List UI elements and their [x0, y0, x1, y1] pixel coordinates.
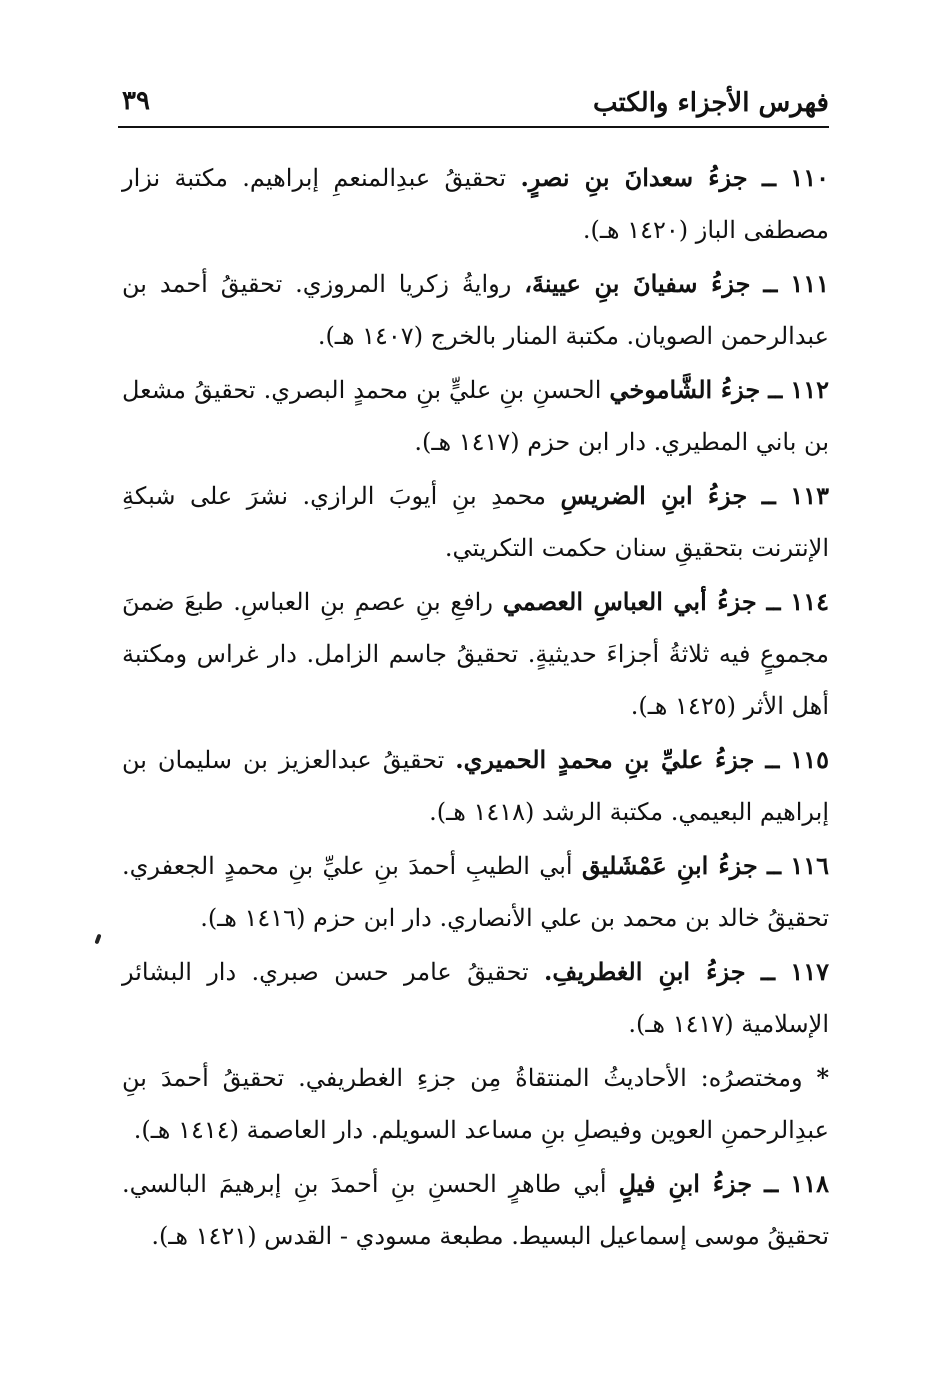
entry-details: روايةُ زكريا المروزي. تحقيقُ أحمد بن عبدالرحمن الصويان. مكتبة المنار بالخرج (١٤٠٧ هـ). — [122, 270, 829, 350]
list-item — [122, 1158, 829, 1262]
entry-details: تحقيقُ عامر حسن صبري. دار البشائر الإسلامية (١٤١٧ هـ). — [122, 958, 829, 1038]
entry-title: جزءُ عليِّ بنِ محمدٍ الحميري. — [455, 745, 755, 774]
page-header — [118, 78, 829, 128]
entry-number: ١١٦ — [790, 851, 829, 880]
entry-dash: ــ — [764, 1169, 779, 1198]
entries-list — [122, 152, 829, 1264]
entry-dash: ــ — [760, 957, 775, 986]
entry-dash: ــ — [768, 375, 783, 404]
entry-number: ١١٨ — [790, 1169, 829, 1198]
entry-details: رافعِ بنِ عصمِ بنِ العباسِ. طبعَ ضمنَ مجموعٍ فيه ثلاثةُ أجزاءَ حديثيةٍ. تحقيقُ جاسم الزامل. دار غراس ومكتبة أهل الأثر (١٤٢٥ هـ). — [122, 588, 829, 720]
entry-number: ١١٤ — [790, 587, 829, 616]
entry-title: جزءُ الشَّاموخي — [609, 375, 761, 404]
list-item — [122, 840, 829, 944]
entry-details: محمدِ بنِ أيوبَ الرازي. نشرَ على شبكةِ الإنترنت بتحقيقِ سنان حكمت التكريتي. — [122, 482, 829, 562]
list-item — [122, 576, 829, 732]
entry-dash: ــ — [766, 587, 781, 616]
entry-title: جزءُ أبي العباسِ العصمي — [502, 587, 757, 616]
entry-dash: ــ — [761, 163, 776, 192]
running-title: فهرس الأجزاء والكتب — [593, 88, 829, 118]
entry-dash: ــ — [761, 481, 776, 510]
list-item — [122, 946, 829, 1050]
entry-title: جزءُ سعدانَ بنِ نصرٍ. — [520, 163, 748, 192]
note-text: ومختصرُه: الأحاديثُ المنتقاةُ مِن جزءِ الغطريفي. تحقيقُ أحمدَ بنِ عبدِالرحمنِ العوين وفيصلِ بنِ مساعد السويلم. دار العاصمة (١٤١٤ هـ). — [122, 1064, 829, 1144]
note-entry — [122, 1052, 829, 1156]
entry-dash: ــ — [763, 269, 778, 298]
entry-number: ١١٢ — [790, 375, 829, 404]
entry-number: ١١٧ — [790, 957, 829, 986]
entry-details: أبي طاهرٍ الحسنِ بنِ أحمدَ بنِ إبرهيمَ البالسي. تحقيقُ موسى إسماعيل البسيط. مطبعة مسودي - القدس (١٤٢١ هـ). — [122, 1170, 829, 1250]
entry-title: جزءُ ابنِ الضريسِ — [560, 481, 748, 510]
entry-dash: ــ — [766, 851, 782, 880]
entry-title: جزءُ سفيانَ بنِ عيينةَ، — [524, 269, 751, 298]
entry-details: الحسنِ بنِ عليٍّ بنِ محمدٍ البصري. تحقيقُ مشعل بن باني المطيري. دار ابن حزم (١٤١٧ هـ). — [122, 376, 829, 456]
stray-ink-mark — [94, 934, 101, 945]
entry-title: جزءُ ابنِ الغطريفِ. — [544, 957, 746, 986]
entry-details: أبي الطيبِ أحمدَ بنِ عليِّ بنِ محمدٍ الجعفري. تحقيقُ خالد بن محمد بن علي الأنصاري. دار ابن حزم (١٤١٦ هـ). — [122, 852, 829, 932]
page-number: ٣٩ — [122, 86, 150, 116]
list-item — [122, 364, 829, 468]
list-item — [122, 258, 829, 362]
entry-number: ١١١ — [790, 269, 830, 298]
entry-number: ١١٣ — [790, 481, 829, 510]
entry-title: جزءُ ابنِ فيلٍ — [618, 1169, 753, 1198]
entry-number: ١١٠ — [790, 163, 830, 192]
entry-details: تحقيقُ عبدِالمنعمِ إبراهيم. مكتبة نزار مصطفى الباز (١٤٢٠ هـ). — [122, 164, 829, 244]
list-item — [122, 734, 829, 838]
entry-number: ١١٥ — [790, 745, 830, 774]
list-item — [122, 470, 829, 574]
list-item — [122, 152, 829, 256]
entry-details: تحقيقُ عبدالعزيز بن سليمان بن إبراهيم البعيمي. مكتبة الرشد (١٤١٨ هـ). — [122, 746, 829, 826]
entry-title: جزءُ ابنِ عَمْشَليق — [581, 851, 758, 880]
entry-dash: ــ — [765, 745, 780, 774]
note-star: * — [816, 1063, 829, 1092]
